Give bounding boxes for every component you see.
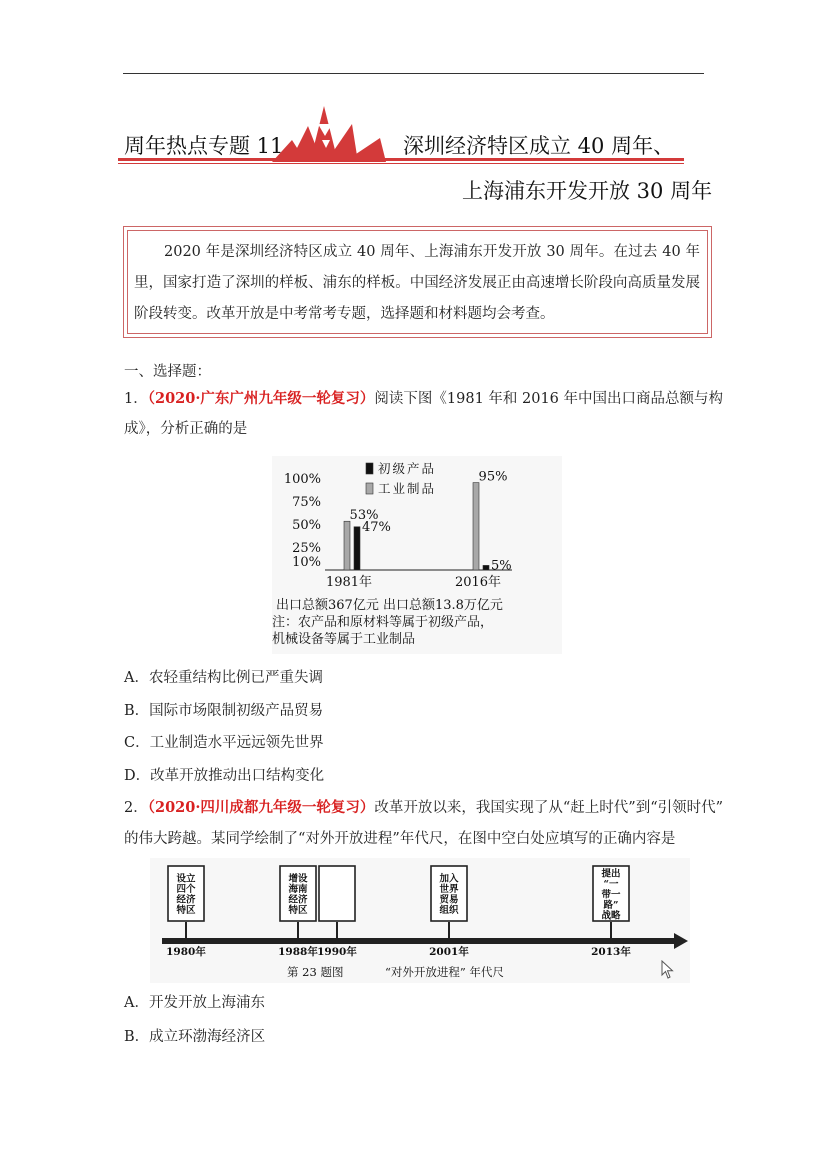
timeline-year: 2001年 bbox=[429, 946, 469, 958]
q1-option-c[interactable]: C．工业制造水平远远领先世界 bbox=[124, 735, 324, 751]
question-1-source: （2020·广东广州九年级一轮复习） bbox=[147, 390, 375, 407]
timeline-year: 1990年 bbox=[317, 946, 357, 958]
mouse-cursor bbox=[661, 960, 675, 984]
legend-label: 工业制品 bbox=[378, 481, 437, 496]
question-1-line2: 成》，分析正确的是 bbox=[124, 421, 248, 437]
y-tick-label: 100% bbox=[283, 472, 321, 487]
question-1-number: 1． bbox=[124, 391, 148, 407]
timeline-event-text: 加入世界贸易组织 bbox=[439, 873, 459, 916]
question-2-line2: 的伟大跨越。某同学绘制了“对外开放进程”年代尺，在图中空白处应填写的正确内容是 bbox=[124, 831, 676, 847]
chart-caption-line: 注：农产品和原材料等属于初级产品， bbox=[272, 615, 494, 630]
timeline-caption-title: “对外开放进程” 年代尺 bbox=[385, 965, 504, 979]
q2-option-b[interactable]: B．成立环渤海经济区 bbox=[124, 1029, 266, 1045]
page-title-left: 周年热点专题 11 bbox=[124, 134, 284, 158]
title-underline-thin bbox=[118, 163, 684, 164]
bar-industrial-1 bbox=[473, 483, 479, 570]
y-tick-label: 10% bbox=[292, 554, 321, 570]
export-chart bbox=[272, 456, 562, 654]
timeline-year: 1988年 bbox=[278, 946, 318, 958]
timeline-year: 2013年 bbox=[591, 946, 631, 958]
timeline-svg bbox=[150, 858, 690, 983]
section-heading: 一、选择题： bbox=[124, 364, 211, 380]
page-title-line2: 上海浦东开发开放 30 周年 bbox=[462, 179, 713, 203]
q1-option-a[interactable]: A．农轻重结构比例已严重失调 bbox=[124, 670, 323, 686]
bar-value-label: 47% bbox=[362, 519, 391, 535]
timeline-event-text: 增设海南经济特区 bbox=[288, 873, 308, 916]
question-2-stem: 改革开放以来，我国实现了从“赶上时代”到“引领时代” bbox=[374, 800, 724, 816]
page-title-right: 深圳经济特区成立 40 周年、 bbox=[403, 134, 675, 158]
intro-text: 2020 年是深圳经济特区成立 40 周年、上海浦东开发开放 30 周年。在过去 40 年里，国家打造了深圳的样板、浦东的样板。中国经济发展正由高速增长阶段向高质量发展阶段转变。改革开放是中考常考专题，选择题和材料题均会考查。 bbox=[134, 244, 700, 322]
bar-value-label: 5% bbox=[491, 558, 512, 574]
y-tick-label: 75% bbox=[292, 495, 321, 510]
timeline-caption-figure: 第 23 题图 bbox=[287, 965, 344, 979]
question-2-line1 bbox=[124, 798, 723, 818]
top-rule bbox=[123, 73, 704, 74]
timeline-axis bbox=[162, 938, 677, 944]
bar-value-label: 95% bbox=[478, 469, 508, 485]
x-category-label: 1981年 bbox=[325, 575, 373, 590]
chart-caption-line: 出口总额367亿元 出口总额13.8万亿元 bbox=[276, 598, 503, 613]
legend-swatch bbox=[366, 463, 373, 474]
timeline-figure bbox=[150, 858, 690, 983]
export-chart-svg bbox=[272, 456, 562, 654]
bar-industrial-0 bbox=[344, 521, 350, 570]
x-category-label: 2016年 bbox=[454, 575, 502, 590]
cursor-arrow-icon bbox=[661, 960, 675, 980]
question-2-number: 2． bbox=[124, 800, 148, 816]
bar-value-label: 53% bbox=[349, 508, 379, 524]
bar-primary-0 bbox=[354, 527, 360, 570]
question-1-line1 bbox=[124, 389, 723, 409]
timeline-event-text: 提出“一带一路”战略 bbox=[601, 868, 621, 922]
q1-option-b[interactable]: B．国际市场限制初级产品贸易 bbox=[124, 703, 324, 719]
title-underline bbox=[118, 158, 684, 161]
question-1-stem: 阅读下图《1981 年和 2016 年中国出口商品总额与构 bbox=[374, 391, 724, 407]
q2-option-a[interactable]: A．开发开放上海浦东 bbox=[124, 995, 265, 1011]
y-tick-label: 25% bbox=[292, 541, 321, 556]
bar-primary-1 bbox=[483, 565, 489, 570]
y-tick-label: 50% bbox=[292, 518, 321, 533]
timeline-event-text: 设立四个经济特区 bbox=[176, 873, 196, 916]
question-2-source: （2020·四川成都九年级一轮复习） bbox=[147, 799, 375, 816]
legend-swatch bbox=[366, 483, 373, 494]
timeline-year: 1980年 bbox=[166, 946, 206, 958]
chart-caption-line: 机械设备等属于工业制品 bbox=[272, 632, 416, 647]
timeline-blank-box bbox=[319, 866, 355, 921]
legend-label: 初级产品 bbox=[378, 461, 437, 476]
q1-option-d[interactable]: D．改革开放推动出口结构变化 bbox=[124, 768, 325, 784]
